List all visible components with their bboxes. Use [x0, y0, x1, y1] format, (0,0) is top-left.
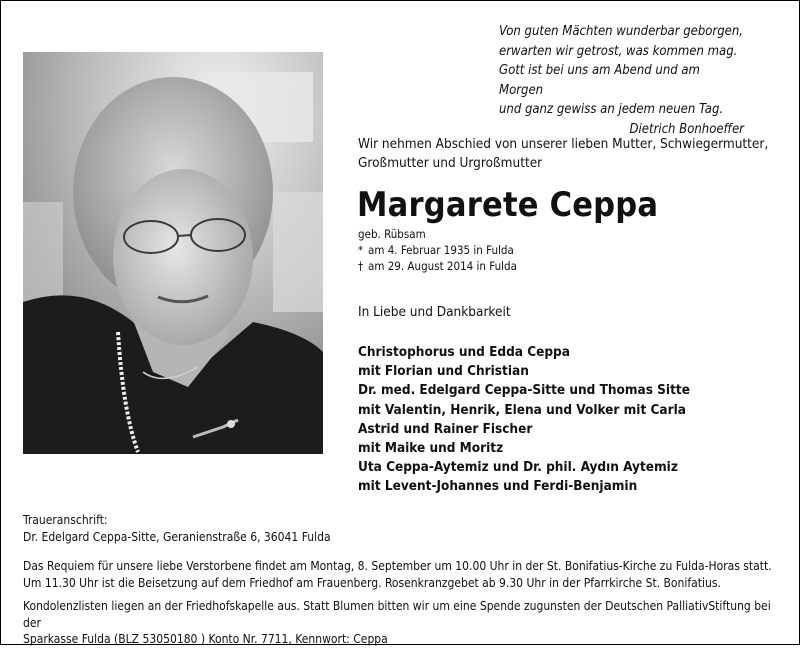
family-line: Dr. med. Edelgard Ceppa-Sitte und Thomas Sitte	[358, 382, 690, 399]
intro-line: Wir nehmen Abschied von unserer lieben Mutter, Schwiegermutter,	[358, 136, 769, 152]
family-line: mit Levent-Johannes und Ferdi-Benjamin	[358, 478, 638, 495]
farewell-intro	[358, 135, 778, 173]
address-label: Traueranschrift:	[23, 513, 108, 527]
deceased-name: Margarete Ceppa	[357, 185, 659, 225]
death-text: am 29. August 2014 in Fulda	[368, 259, 517, 273]
cross-symbol: †	[358, 259, 364, 273]
thanks-line: In Liebe und Dankbarkeit	[358, 304, 511, 320]
requiem-line: Das Requiem für unsere liebe Verstorbene findet am Montag, 8. September um 10.00 Uhr in der St. Bonifatius-Kirche zu Fulda-Horas statt.	[23, 559, 772, 573]
maiden-name: geb. Rübsam	[358, 227, 426, 241]
condolence-info	[23, 598, 783, 648]
quote-line: Von guten Mächten wunderbar geborgen,	[499, 24, 743, 39]
birth-date	[358, 242, 517, 258]
requiem-line: Um 11.30 Uhr ist die Beisetzung auf dem Friedhof am Frauenberg. Rosenkranzgebet ab 9.30 Uhr in der Pfarrkirche St. Bonifatius.	[23, 575, 721, 590]
address-text: Dr. Edelgard Ceppa-Sitte, Geranienstraße 6, 36041 Fulda	[23, 529, 331, 544]
death-date	[358, 258, 517, 274]
bonhoeffer-quote	[404, 22, 744, 139]
family-list	[358, 343, 690, 497]
family-line: Christophorus und Edda Ceppa	[358, 344, 570, 360]
condolence-line: Kondolenzlisten liegen an der Friedhofskapelle aus. Statt Blumen bitten wir um eine Spende zugunsten der Deutschen PalliativStiftung bei der	[23, 599, 771, 630]
mourning-address	[23, 512, 783, 545]
family-line: Astrid und Rainer Fischer	[358, 420, 533, 437]
intro-line: Großmutter und Urgroßmutter	[358, 155, 543, 171]
quote-line: erwarten wir getrost, was kommen mag.	[499, 43, 738, 59]
birth-text: am 4. Februar 1935 in Fulda	[368, 243, 514, 257]
quote-line: und ganz gewiss an jedem neuen Tag.	[499, 102, 724, 117]
family-line: mit Maike und Moritz	[358, 440, 504, 457]
condolence-line: Sparkasse Fulda (BLZ 53050180 ) Konto Nr. 7711, Kennwort: Ceppa	[23, 632, 388, 646]
family-line: mit Florian und Christian	[358, 363, 529, 380]
quote-line: Gott ist bei uns am Abend und am Morgen	[499, 63, 700, 98]
requiem-info	[23, 558, 783, 591]
portrait-photo	[23, 52, 323, 454]
family-line: mit Valentin, Henrik, Elena und Volker mit Carla	[358, 401, 686, 418]
family-line: Uta Ceppa-Aytemiz und Dr. phil. Aydın Aytemiz	[358, 459, 678, 476]
life-dates	[358, 226, 517, 274]
star-symbol: *	[358, 243, 364, 257]
quote-author: Dietrich Bonhoeffer	[629, 121, 744, 137]
